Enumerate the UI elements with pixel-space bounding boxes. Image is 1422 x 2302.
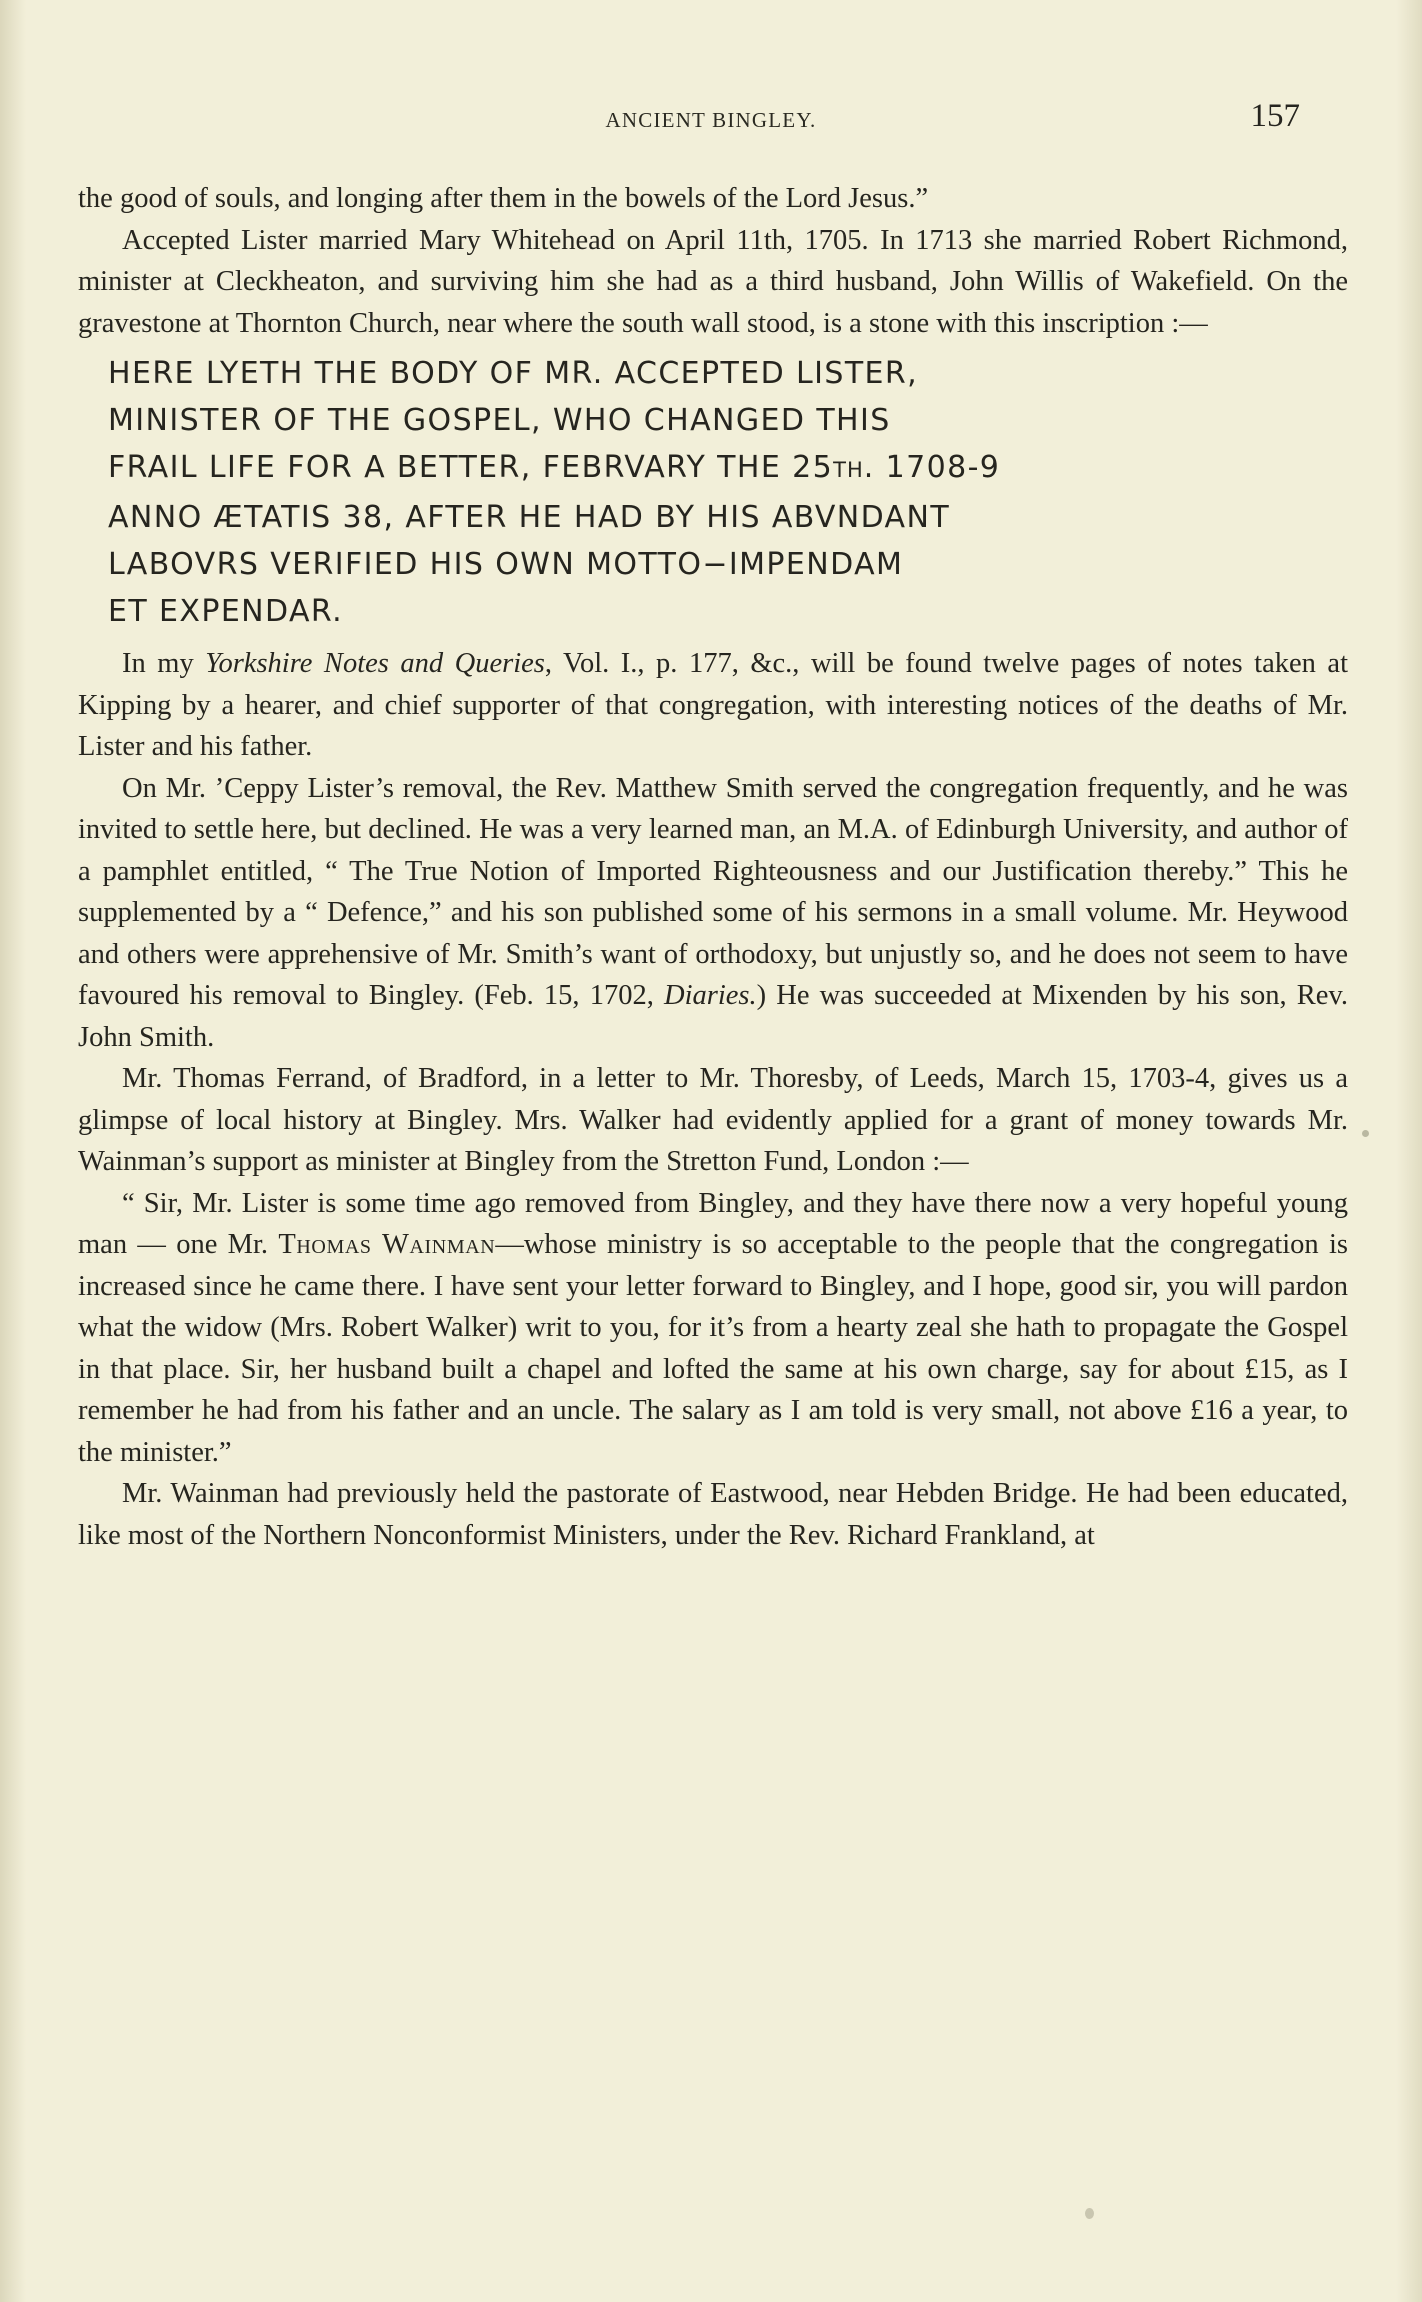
page-body (78, 178, 1348, 1556)
smith-text-part1: On Mr. ’Ceppy Lister’s removal, the Rev. Matthew Smith served the congregation frequently, and he was invited to settle here, but declined. He was a very learned man, an M.A. of Edinburgh University, and author of a pamphlet entitled, “ The True Notion of Imported Righteousness and our Justification thereby.” This he supplemented by a “ Defence,” and his son published some of his sermons in a small volume. Mr. Heywood and others were apprehensive of Mr. Smith’s want of orthodoxy, but unjustly so, and he does not seem to have favoured his removal to Bingley. (Feb. 15, 1702, (78, 772, 1348, 1011)
page-header (80, 98, 1342, 148)
paragraph-wainman-eastwood: Mr. Wainman had previously held the pastorate of Eastwood, near Hebden Bridge. He had been educated, like most of the Northern Nonconformist Ministers, under the Rev. Richard Frankland, at (78, 1478, 1348, 1551)
epitaph-line-3b: . 1708-9 (863, 450, 1001, 485)
text-after-title: , Vol. I., p. 177, &c., will be found twelve pages of notes taken at Kipping by a hearer, and chief supporter of that congregation, with interesting notices of the deaths of Mr. Lister and his father. (78, 648, 1348, 762)
page-number: 157 (1250, 98, 1300, 134)
epitaph-line-3a: FRAIL LIFE FOR A BETTER, FEBRVARY THE 25 (108, 450, 834, 485)
epitaph-line-1: HERE LYETH THE BODY OF MR. ACCEPTED LISTER, (108, 356, 919, 391)
text-before-title: In my (122, 648, 206, 679)
smith-text-part2: ) He was succeeded at Mixenden by his son, Rev. John Smith. (78, 980, 1348, 1053)
page-speck (1362, 1130, 1369, 1137)
epitaph-line-5: LABOVRS VERIFIED HIS OWN MOTTO−IMPENDAM (108, 547, 904, 582)
epitaph-inscription (78, 350, 1348, 635)
running-title: ANCIENT BINGLEY. (605, 108, 817, 132)
paragraph-yorkshire-notes (78, 643, 1348, 768)
name-thomas-wainman: Thomas Wainman (278, 1229, 496, 1260)
epitaph-line-2: MINISTER OF THE GOSPEL, WHO CHANGED THIS (108, 403, 891, 438)
epitaph-line-4: ANNO ÆTATIS 38, AFTER HE HAD BY HIS ABVNDANT (108, 500, 951, 535)
paragraph-letter-quote (78, 1183, 1348, 1474)
epitaph-line-6: ET EXPENDAR. (108, 594, 344, 629)
paragraph-matthew-smith (78, 768, 1348, 1059)
paragraph-lister-marriage: Accepted Lister married Mary Whitehead on April 11th, 1705. In 1713 she married Robert Richmond, minister at Cleckheaton, and surviving him she had as a third husband, John Willis of Wakefield. On the gravestone at Thornton Church, near where the south wall stood, is a stone with this inscription :— (78, 224, 1348, 339)
right-page-edge-shading (1396, 0, 1422, 2302)
diaries-title: Diaries. (664, 980, 757, 1011)
quote-part2: —whose ministry is so acceptable to the people that the congregation is increased since he came there. I have sent your letter forward to Bingley, and I hope, good sir, you will pardon what the widow (Mrs. Robert Walker) writ to you, for it’s from a hearty zeal she hath to propagate the Gospel in that place. Sir, her husband built a chapel and lofted the same at his own charge, say for about £15, as I remember he had from his father and an uncle. The salary as I am told is very small, not above £16 a year, to the minister.” (78, 1229, 1348, 1468)
page-speck (1085, 2208, 1094, 2219)
left-page-edge-shading (0, 0, 26, 2302)
quote-part1: “ Sir, Mr. Lister is some time ago removed from Bingley, and they have there now a very hopeful young man — one Mr. (78, 1187, 1348, 1260)
journal-title: Yorkshire Notes and Queries (205, 648, 545, 679)
paragraph-thomas-ferrand: Mr. Thomas Ferrand, of Bradford, in a letter to Mr. Thoresby, of Leeds, March 15, 1703-4, gives us a glimpse of local history at Bingley. Mrs. Walker had evidently applied for a grant of money towards Mr. Wainman’s support as minister at Bingley from the Stretton Fund, London :— (78, 1063, 1348, 1177)
epitaph-line-3-ordinal: TH (833, 458, 864, 482)
paragraph-continuation: the good of souls, and longing after them in the bowels of the Lord Jesus.” (78, 183, 929, 214)
